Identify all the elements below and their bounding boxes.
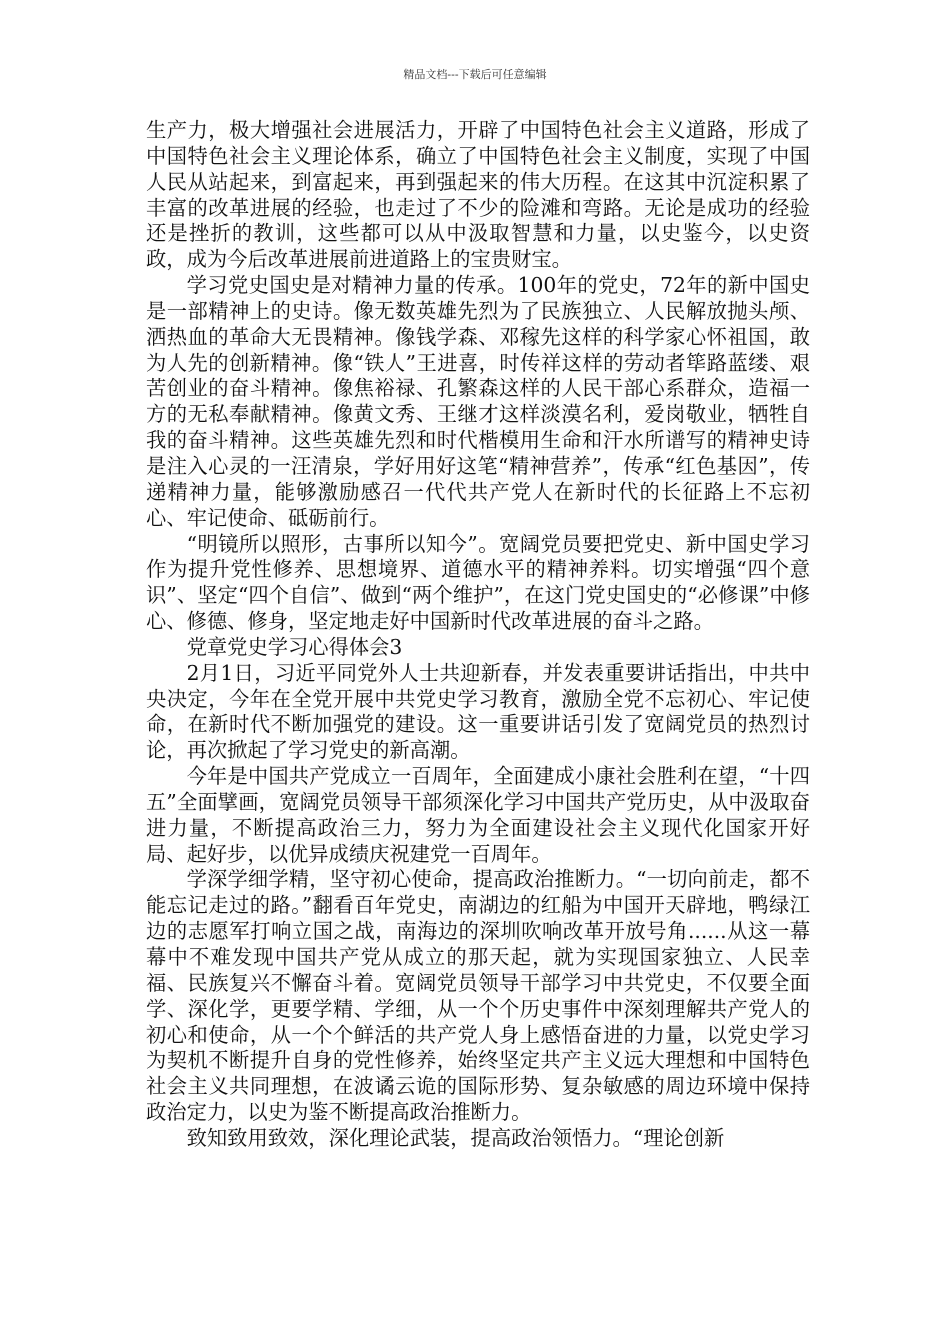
paragraph: “明镜所以照形，古事所以知今”。宽阔党员要把党史、新中国史学习作为提升党性修养、思想境界、道德水平的精神养料。切实增强“四个意识”、坚定“四个自信”、做到“两个维护”，在这门党史国史的“必修课”中修心、修德、修身，坚定地走好中国新时代改革进展的奋斗之路。 bbox=[146, 531, 810, 634]
paragraph: 今年是中国共产党成立一百周年，全面建成小康社会胜利在望，“十四五”全面擘画，宽阔党员领导干部须深化学习中国共产党历史，从中汲取奋进力量，不断提高政治三力，努力为全面建设社会主义现代化国家开好局、起好步，以优异成绩庆祝建党一百周年。 bbox=[146, 764, 810, 866]
document-body bbox=[146, 118, 810, 1152]
section-title: 党章党史学习心得体会3 bbox=[186, 634, 403, 659]
paragraph: 学习党史国史是对精神力量的传承。100年的党史，72年的新中国史是一部精神上的史诗。像无数英雄先烈为了民族独立、人民解放抛头颅、洒热血的革命大无畏精神。像钱学森、邓稼先这样的科学家心怀祖国，敢为人先的创新精神。像“铁人”王进喜，时传祥这样的劳动者筚路蓝缕、艰苦创业的奋斗精神。像焦裕禄、孔繁森这样的人民干部心系群众，造福一方的无私奉献精神。像黄文秀、王继才这样淡漠名利，爱岗敬业，牺牲自我的奋斗精神。这些英雄先烈和时代楷模用生命和汗水所谱写的精神史诗是注入心灵的一汪清泉，学好用好这笔“精神营养”，传承“红色基因”，传递精神力量，能够激励感召一代代共产党人在新时代的长征路上不忘初心、牢记使命、砥砺前行。 bbox=[146, 273, 810, 530]
paragraph: 生产力，极大增强社会进展活力，开辟了中国特色社会主义道路，形成了中国特色社会主义理论体系，确立了中国特色社会主义制度，实现了中国人民从站起来，到富起来，再到强起来的伟大历程。在这其中沉淀积累了丰富的改革进展的经验，也走过了不少的险滩和弯路。无论是成功的经验还是挫折的教训，这些都可以从中汲取智慧和力量，以史鉴今，以史资政，成为今后改革进展前进道路上的宝贵财宝。 bbox=[146, 118, 810, 272]
paragraph: 2月1日，习近平同党外人士共迎新春，并发表重要讲话指出，中共中央决定，今年在全党开展中共党史学习教育，激励全党不忘初心、牢记使命，在新时代不断加强党的建设。这一重要讲话引发了宽阔党员的热烈讨论，再次掀起了学习党史的新高潮。 bbox=[146, 660, 810, 763]
paragraph: 致知致用致效，深化理论武装，提高政治领悟力。“理论创新 bbox=[186, 1125, 725, 1150]
paragraph: 学深学细学精，坚守初心使命，提高政治推断力。“一切向前走，都不能忘记走过的路。”翻看百年党史，南湖边的红船为中国开天辟地，鸭绿江边的志愿军打响立国之战，南海边的深圳吹响改革开放号角......从这一幕幕中不难发现中国共产党从成立的那天起，就为实现国家独立、人民幸福、民族复兴不懈奋斗着。宽阔党员领导干部学习中共党史，不仅要全面学、深化学，更要学精、学细，从一个个历史事件中深刻理解共产党人的初心和使命，从一个个鲜活的共产党人身上感悟奋进的力量，以党史学习为契机不断提升自身的党性修养，始终坚定共产主义远大理想和中国特色社会主义共同理想，在波谲云诡的国际形势、复杂敏感的周边环境中保持政治定力，以史为鉴不断提高政治推断力。 bbox=[146, 867, 810, 1125]
page-header: 精品文档---下载后可任意编辑 bbox=[403, 68, 547, 81]
